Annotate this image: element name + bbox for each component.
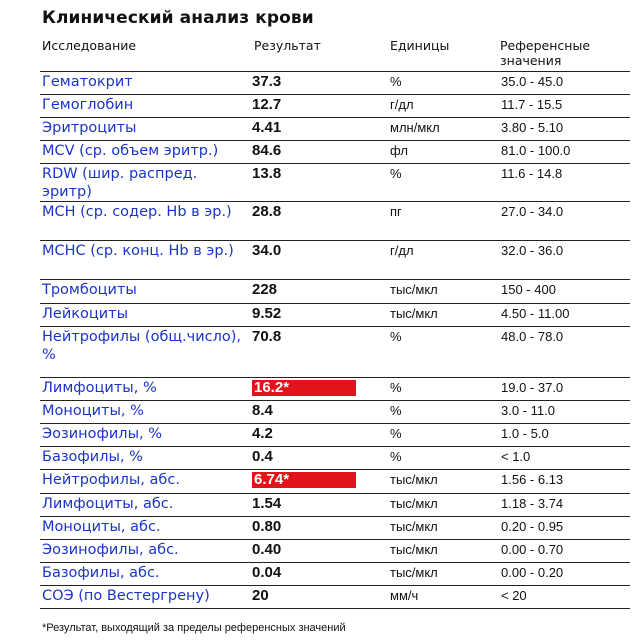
reference-range: 27.0 - 34.0: [501, 204, 564, 219]
test-name: Базофилы, абс.: [42, 565, 160, 581]
units: г/дл: [390, 243, 414, 258]
units: тыс/мкл: [390, 519, 438, 534]
result-value: 37.3: [252, 73, 282, 90]
reference-range: 19.0 - 37.0: [501, 380, 564, 395]
table-row: [40, 378, 630, 401]
units: тыс/мкл: [390, 565, 438, 580]
units: %: [390, 403, 402, 418]
reference-range: 35.0 - 45.0: [501, 74, 564, 89]
test-name: Базофилы, %: [42, 449, 143, 465]
test-name: Лейкоциты: [42, 306, 129, 322]
reference-range: 0.00 - 0.20: [501, 565, 564, 580]
reference-range: 32.0 - 36.0: [501, 243, 564, 258]
result-value: 0.40: [252, 541, 282, 558]
test-name: Тромбоциты: [42, 282, 137, 298]
reference-range: 150 - 400: [501, 282, 556, 297]
result-value: 12.7: [252, 96, 282, 113]
result-value-flagged: 6.74*: [252, 472, 356, 488]
units: тыс/мкл: [390, 542, 438, 557]
reference-range: < 20: [501, 588, 527, 603]
result-value: 8.4: [252, 402, 273, 419]
table-row: [40, 447, 630, 470]
units: %: [390, 166, 402, 181]
table-row: [40, 586, 630, 609]
header-result: Результат: [254, 38, 321, 53]
result-value: 0.80: [252, 518, 282, 535]
reference-range: 11.6 - 14.8: [501, 166, 563, 181]
reference-range: 0.00 - 0.70: [501, 542, 564, 557]
units: тыс/мкл: [390, 496, 438, 511]
table-row: [40, 563, 630, 586]
reference-range: 0.20 - 0.95: [501, 519, 564, 534]
table-row: [40, 241, 630, 280]
table-row: [40, 95, 630, 118]
test-name: Моноциты, %: [42, 403, 144, 419]
units: %: [390, 449, 402, 464]
table-row: [40, 517, 630, 540]
reference-range: 11.7 - 15.5: [501, 97, 563, 112]
table-row: [40, 118, 630, 141]
test-name: Эозинофилы, абс.: [42, 542, 179, 558]
test-name: Гематокрит: [42, 74, 133, 90]
table-row: [40, 304, 630, 327]
result-value: 34.0: [252, 242, 282, 259]
table-row: [40, 540, 630, 563]
units: %: [390, 329, 402, 344]
table-row: [40, 141, 630, 164]
test-name: RDW (шир. распред. эритр): [42, 166, 198, 200]
result-value: 4.2: [252, 425, 273, 442]
result-value: 0.04: [252, 564, 282, 581]
table-row: [40, 401, 630, 424]
units: тыс/мкл: [390, 282, 438, 297]
results-table: [40, 71, 630, 609]
table-row: [40, 470, 630, 494]
table-row: [40, 494, 630, 517]
reference-range: 3.0 - 11.0: [501, 403, 555, 418]
reference-range: 81.0 - 100.0: [501, 143, 571, 158]
result-value: 228: [252, 281, 278, 298]
test-name: Эритроциты: [42, 120, 137, 136]
units: мм/ч: [390, 588, 419, 603]
reference-range: 3.80 - 5.10: [501, 120, 564, 135]
result-value: 1.54: [252, 495, 282, 512]
footnote: *Результат, выходящий за пределы референсных значений: [42, 622, 346, 634]
result-value: 13.8: [252, 165, 282, 182]
test-name: MCHC (ср. конц. Hb в эр.): [42, 243, 234, 259]
table-row: [40, 280, 630, 304]
units: тыс/мкл: [390, 306, 438, 321]
table-row: [40, 202, 630, 241]
result-value: 28.8: [252, 203, 282, 220]
result-value: 70.8: [252, 328, 282, 345]
reference-range: 1.0 - 5.0: [501, 426, 549, 441]
test-name: Лимфоциты, %: [42, 380, 157, 396]
header-reference-line2: значения: [500, 53, 562, 68]
result-value: 4.41: [252, 119, 282, 136]
units: %: [390, 426, 402, 441]
test-name: Нейтрофилы, абс.: [42, 472, 180, 488]
table-row: [40, 72, 630, 95]
reference-range: < 1.0: [501, 449, 531, 464]
units: фл: [390, 143, 408, 158]
table-row: [40, 164, 630, 202]
header-reference-line1: Референсные: [500, 38, 591, 53]
units: тыс/мкл: [390, 472, 438, 487]
table-row: [40, 327, 630, 378]
reference-range: 1.56 - 6.13: [501, 472, 564, 487]
test-name: MCV (ср. объем эритр.): [42, 143, 219, 159]
units: %: [390, 74, 402, 89]
units: млн/мкл: [390, 120, 440, 135]
header-units: Единицы: [390, 38, 450, 53]
reference-range: 48.0 - 78.0: [501, 329, 564, 344]
table-header: [0, 38, 640, 74]
result-value: 20: [252, 587, 269, 604]
test-name: Лимфоциты, абс.: [42, 496, 174, 512]
test-name: Эозинофилы, %: [42, 426, 163, 442]
test-name: Гемоглобин: [42, 97, 134, 113]
result-value-flagged: 16.2*: [252, 380, 356, 396]
result-value: 84.6: [252, 142, 282, 159]
page-title: Клинический анализ крови: [42, 8, 314, 28]
reference-range: 4.50 - 11.00: [501, 306, 570, 321]
test-name: MCH (ср. содер. Hb в эр.): [42, 204, 232, 220]
result-value: 9.52: [252, 305, 282, 322]
test-name: Нейтрофилы (общ.число), %: [42, 329, 242, 363]
reference-range: 1.18 - 3.74: [501, 496, 564, 511]
header-study: Исследование: [42, 38, 137, 53]
result-value: 0.4: [252, 448, 273, 465]
header-reference: [500, 38, 630, 68]
table-row: [40, 424, 630, 447]
test-name: СОЭ (по Вестергрену): [42, 588, 210, 604]
units: пг: [390, 204, 402, 219]
units: г/дл: [390, 97, 414, 112]
test-name: Моноциты, абс.: [42, 519, 161, 535]
units: %: [390, 380, 402, 395]
